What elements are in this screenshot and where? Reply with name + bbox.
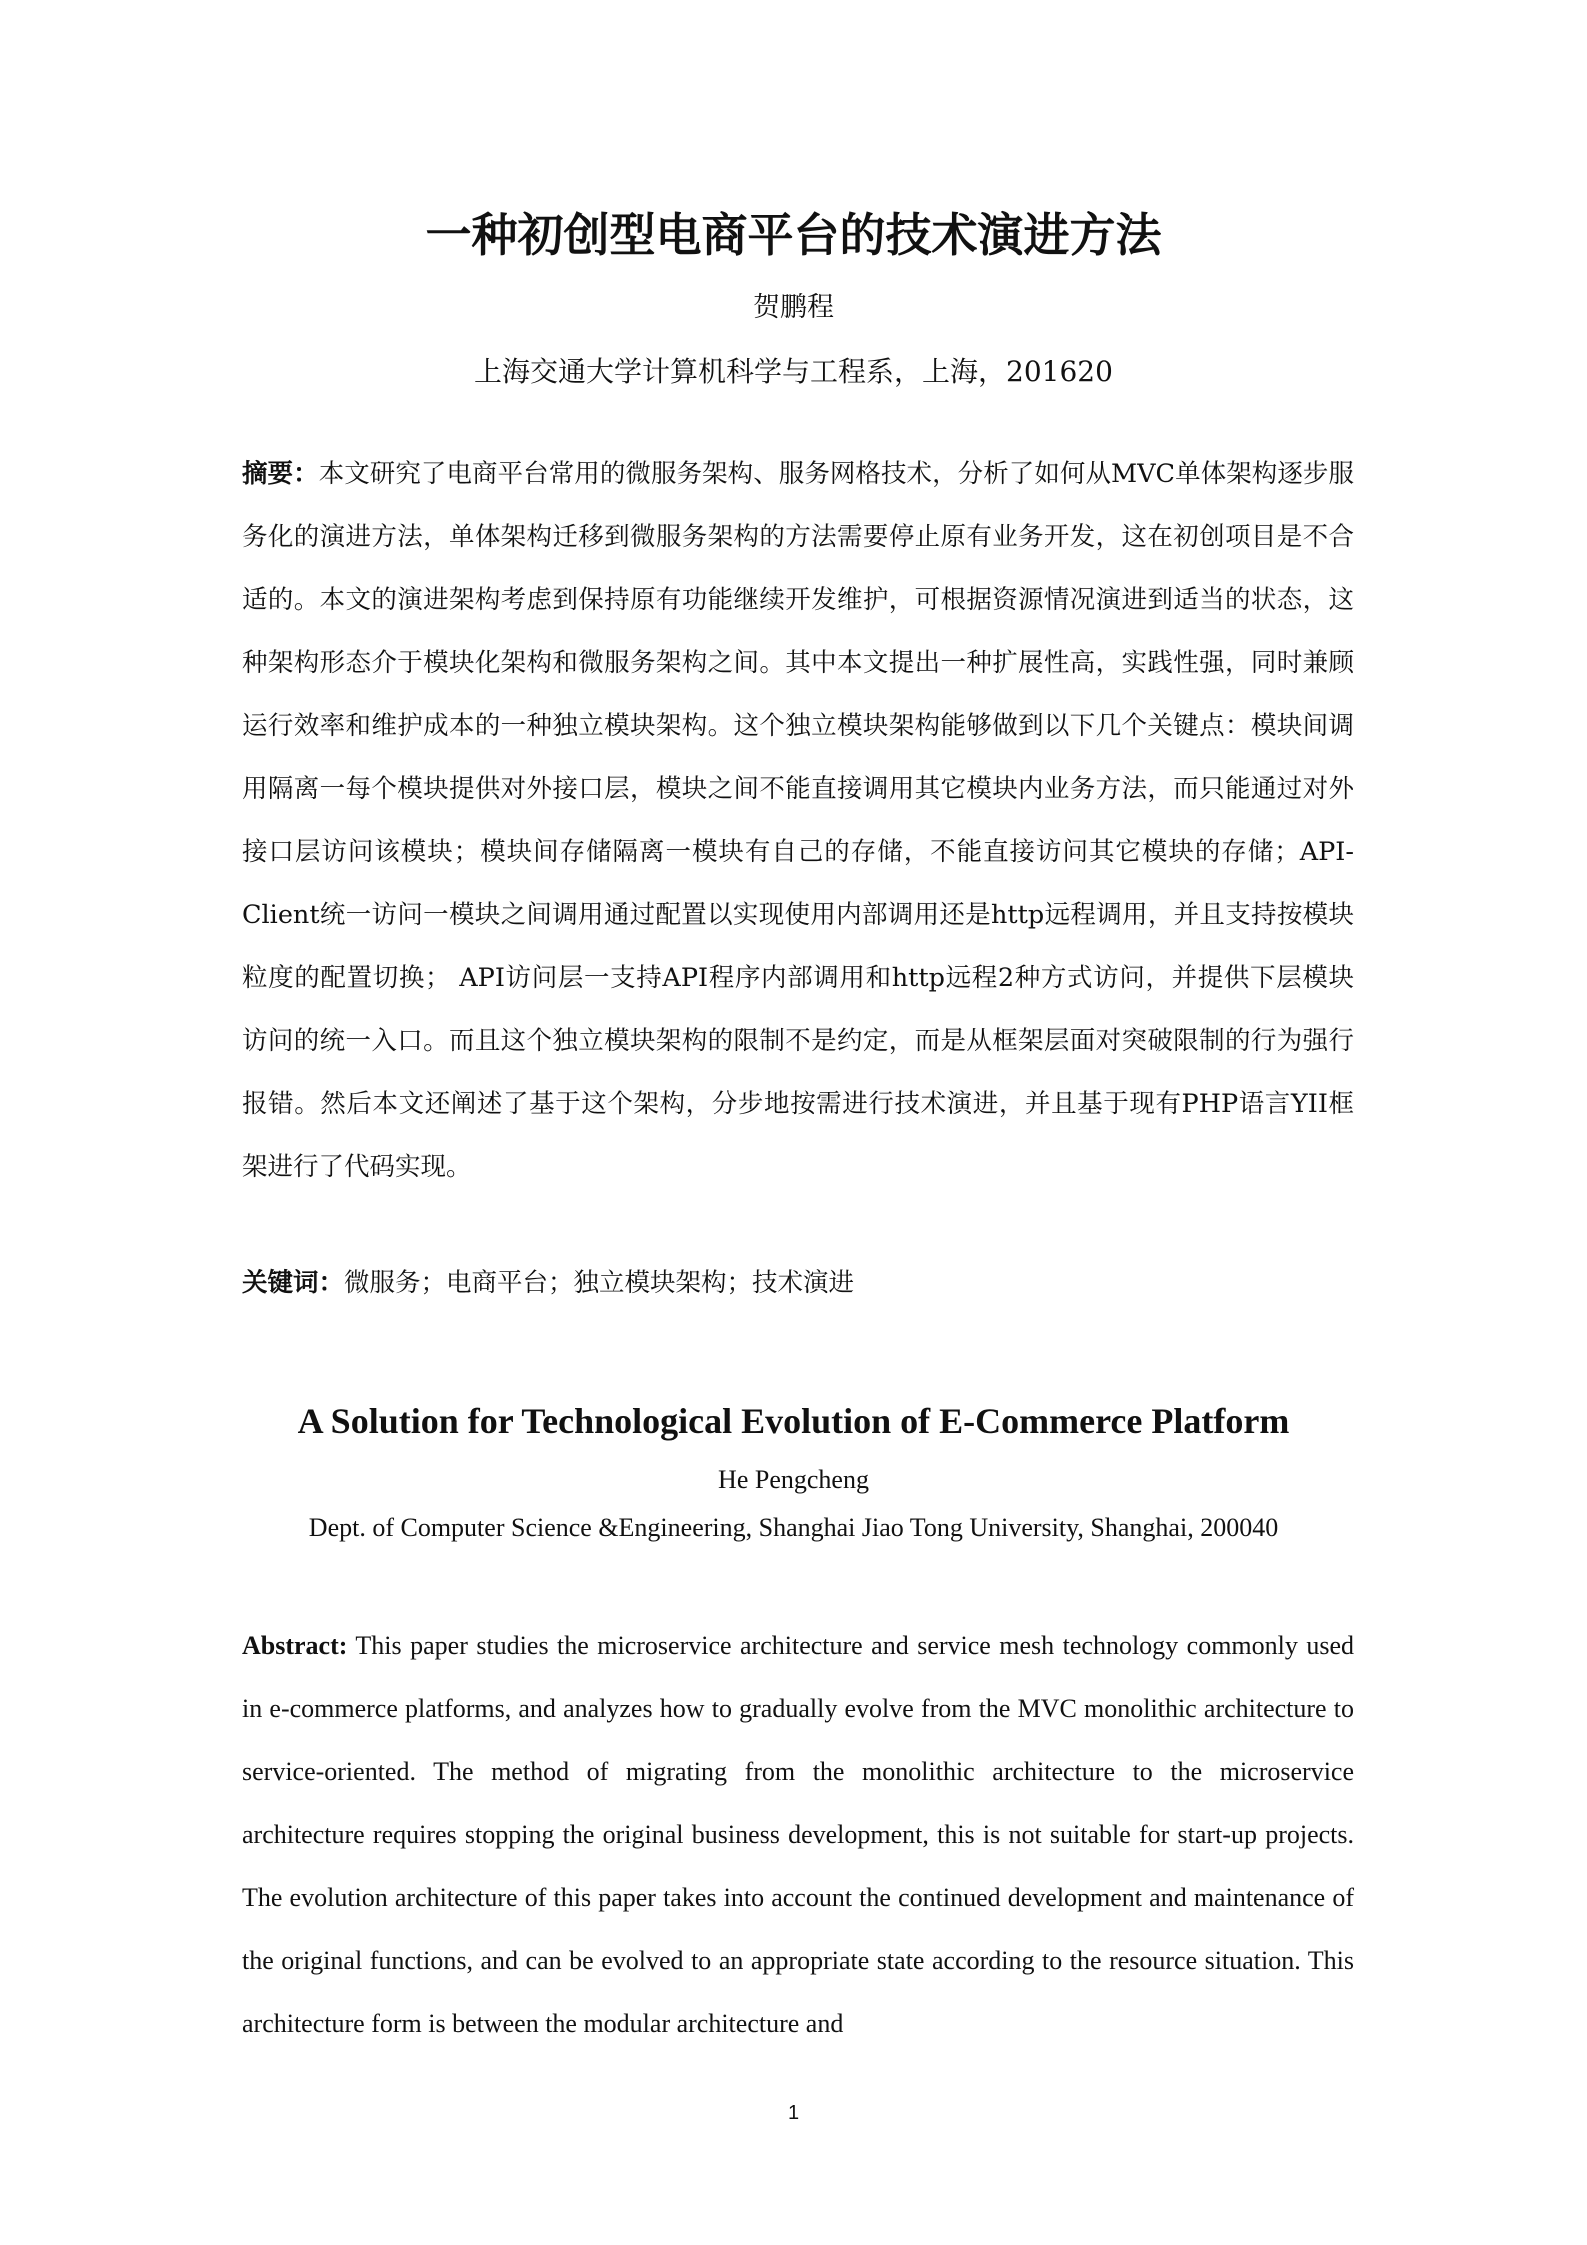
english-title: A Solution for Technological Evolution of E-Commerce Platform <box>297 1401 1290 1441</box>
chinese-abstract-label: 摘要： <box>242 459 319 489</box>
chinese-abstract <box>242 443 1354 1199</box>
english-abstract-label: Abstract: <box>242 1631 348 1660</box>
chinese-affiliation: 上海交通大学计算机科学与工程系，上海，201620 <box>474 355 1113 388</box>
page-number: 1 <box>787 2102 800 2124</box>
chinese-title: 一种初创型电商平台的技术演进方法 <box>425 208 1162 262</box>
chinese-keywords-label: 关键词： <box>242 1268 345 1298</box>
english-affiliation: Dept. of Computer Science &Engineering, Shanghai Jiao Tong University, Shanghai, 200040 <box>308 1513 1279 1542</box>
english-abstract <box>242 1614 1354 2055</box>
chinese-abstract-text: 本文研究了电商平台常用的微服务架构、服务网格技术，分析了如何从MVC单体架构逐步服务化的演进方法，单体架构迁移到微服务架构的方法需要停止原有业务开发，这在初创项目是不合适的。本文的演进架构考虑到保持原有功能继续开发维护，可根据资源情况演进到适当的状态，这种架构形态介于模块化架构和微服务架构之间。其中本文提出一种扩展性高，实践性强，同时兼顾运行效率和维护成本的一种独立模块架构。这个独立模块架构能够做到以下几个关键点：模块间调用隔离一每个模块提供对外接口层，模块之间不能直接调用其它模块内业务方法，而只能通过对外接口层访问该模块；模块间存储隔离一模块有自己的存储，不能直接访问其它模块的存储；API-Client统一访问一模块之间调用通过配置以实现使用内部调用还是http远程调用，并且支持按模块粒度的配置切换； API访问层一支持API程序内部调用和http远程2种方式访问，并提供下层模块访问的统一入口。而且这个独立模块架构的限制不是约定，而是从框架层面对突破限制的行为强行报错。然后本文还阐述了基于这个架构，分步地按需进行技术演进，并且基于现有PHP语言YII框架进行了代码实现。 <box>242 459 1354 1182</box>
english-author: He Pengcheng <box>718 1465 869 1494</box>
chinese-keywords <box>242 1258 1354 1308</box>
chinese-author: 贺鹏程 <box>753 292 834 323</box>
english-abstract-text: This paper studies the microservice architecture and service mesh technology commonly used in e-commerce platforms, and analyzes how to gradually evolve from the MVC monolithic architecture to service-oriented. The method of migrating from the monolithic architecture to the microservice architecture requires stopping the original business development, this is not suitable for start-up projects. The evolution architecture of this paper takes into account the continued development and maintenance of the original functions, and can be evolved to an appropriate state according to the resource situation. This architecture form is between the modular architecture and <box>242 1631 1354 2038</box>
chinese-keywords-text: 微服务；电商平台；独立模块架构；技术演进 <box>344 1268 855 1298</box>
